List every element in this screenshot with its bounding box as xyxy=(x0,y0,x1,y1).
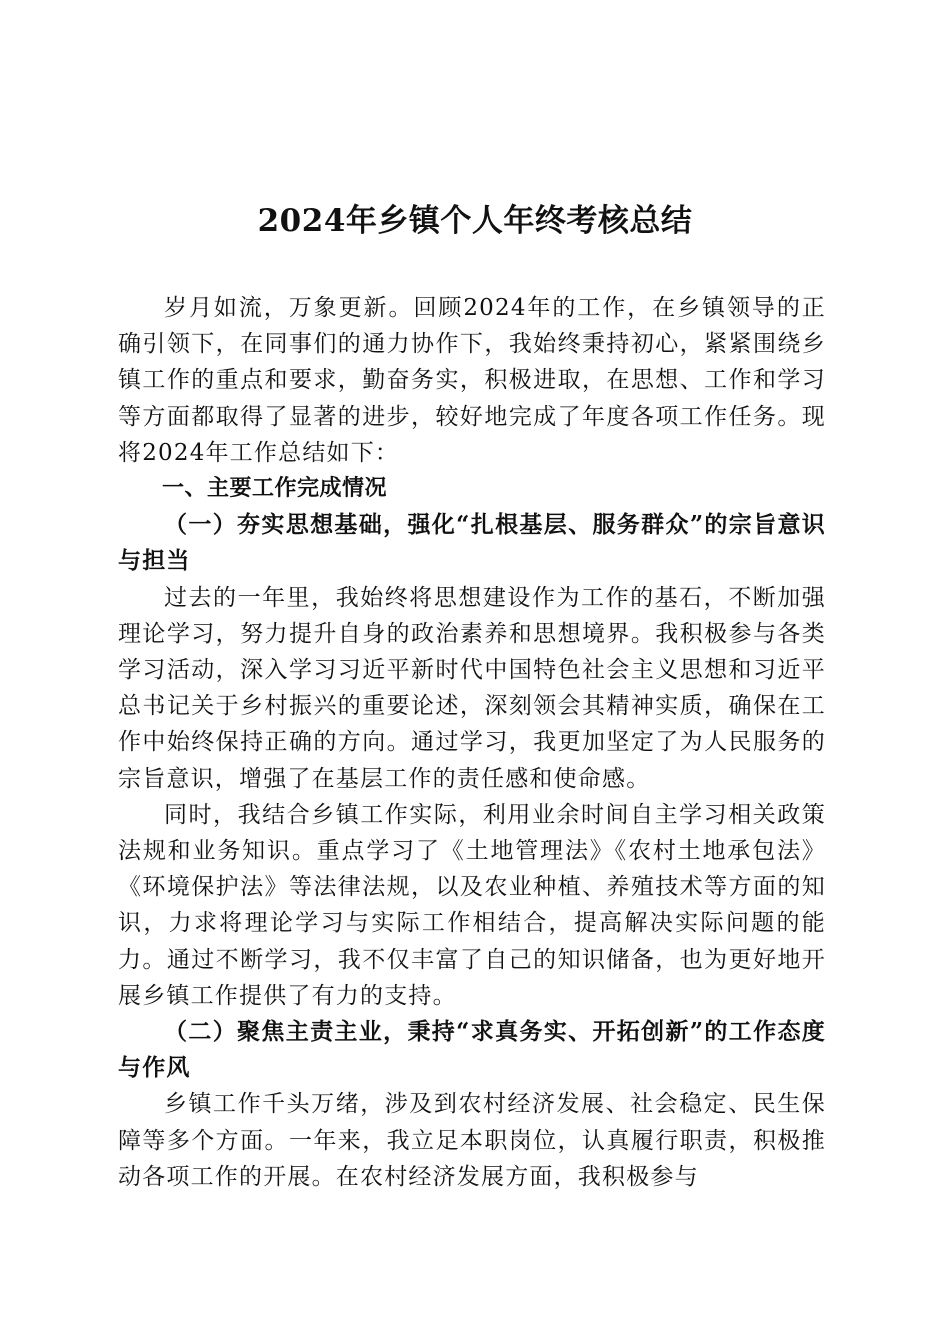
body-paragraph: 过去的一年里，我始终将思想建设作为工作的基石，不断加强理论学习，努力提升自身的政治素养和思想境界。我积极参与各类学习活动，深入学习习近平新时代中国特色社会主义思想和习近平总书记关于乡村振兴的重要论述，深刻领会其精神实质，确保在工作中始终保持正确的方向。通过学习，我更加坚定了为人民服务的宗旨意识，增强了在基层工作的责任感和使命感。 xyxy=(118,584,826,792)
body-paragraph: 同时，我结合乡镇工作实际，利用业余时间自主学习相关政策法规和业务知识。重点学习了《土地管理法》《农村土地承包法》《环境保护法》等法律法规，以及农业种植、养殖技术等方面的知识，力求将理论学习与实际工作相结合，提高解决实际问题的能力。通过不断学习，我不仅丰富了自己的知识储备，也为更好地开展乡镇工作提供了有力的支持。 xyxy=(118,801,826,1009)
subsection-heading: （二）聚焦主责主业，秉持“求真务实、开拓创新”的工作态度与作风 xyxy=(118,1018,826,1082)
intro-paragraph: 岁月如流，万象更新。回顾2024年的工作，在乡镇领导的正确引领下，在同事们的通力协作下，我始终秉持初心，紧紧围绕乡镇工作的重点和要求，勤奋务实，积极进取，在思想、工作和学习等方面都取得了显著的进步，较好地完成了年度各项工作任务。现将2024年工作总结如下： xyxy=(118,295,826,466)
subsection-heading: （一）夯实思想基础，强化“扎根基层、服务群众”的宗旨意识与担当 xyxy=(118,511,826,575)
document-body xyxy=(118,290,826,1195)
body-paragraph: 乡镇工作千头万绪，涉及到农村经济发展、社会稳定、民生保障等多个方面。一年来，我立足本职岗位，认真履行职责，积极推动各项工作的开展。在农村经济发展方面，我积极参与 xyxy=(118,1091,826,1190)
section-heading: 一、主要工作完成情况 xyxy=(162,476,388,502)
document-title: 2024年乡镇个人年终考核总结 xyxy=(257,203,693,239)
